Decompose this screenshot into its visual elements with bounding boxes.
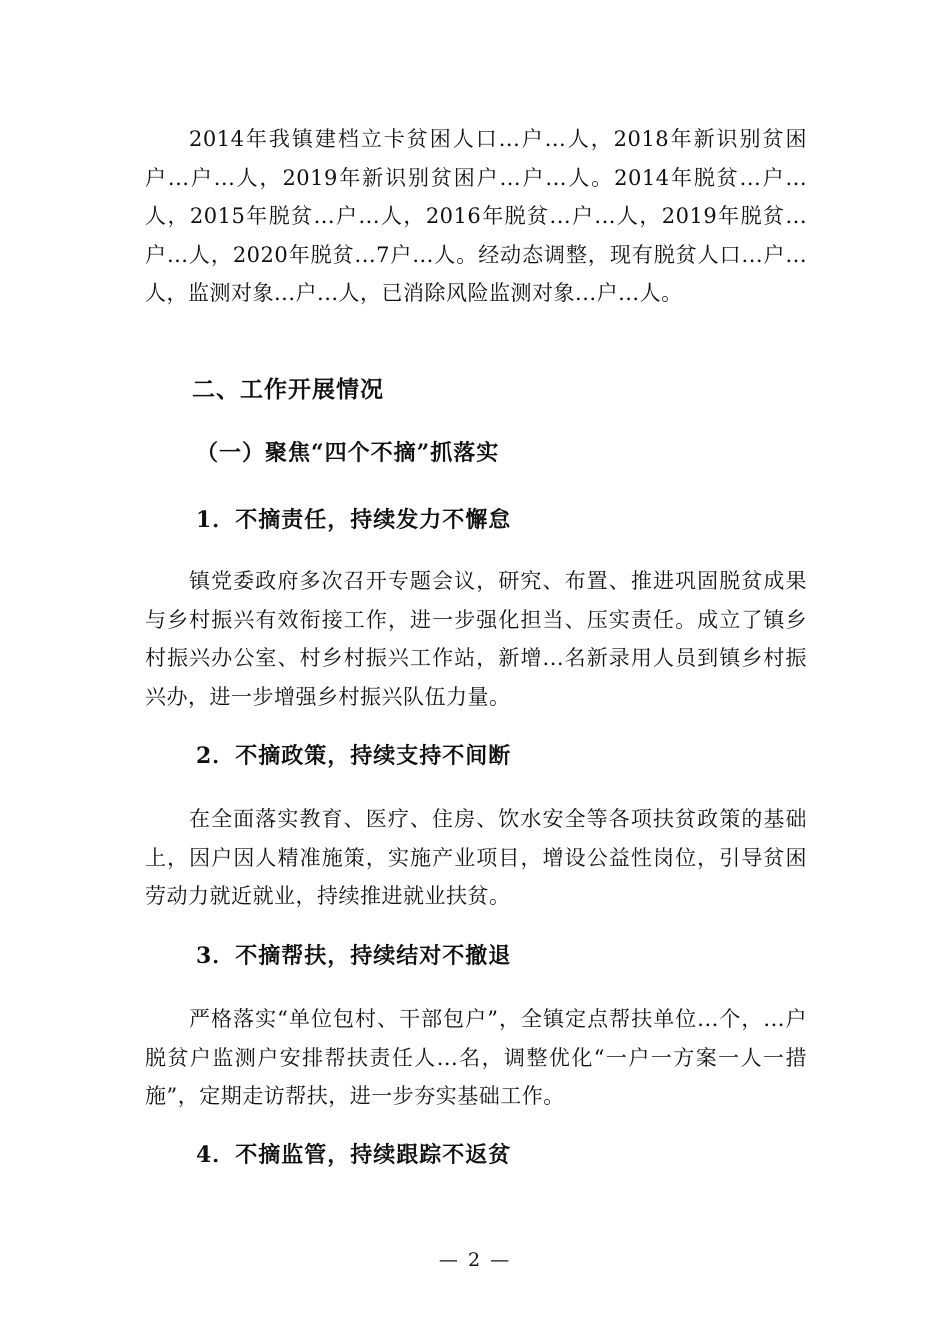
intro-paragraph: 2014年我镇建档立卡贫困人口...户...人，2018年新识别贫困户...户...人，2019年新识别贫困户...户...人。2014年脱贫...户...人，2015年脱贫...户...人，2016年脱贫...户...人，2019年脱贫...户...人，2020年脱贫...7户...人。经动态调整，现有脱贫人口...户...人，监测对象...户...人，已消除风险监测对象...户...人。	[145, 127, 807, 305]
item-1-paragraph: 镇党委政府多次召开专题会议，研究、布置、推进巩固脱贫成果与乡村振兴有效衔接工作，进一步强化担当、压实责任。成立了镇乡村振兴办公室、村乡村振兴工作站，新增...名新录用人员到镇乡村振兴办，进一步增强乡村振兴队伍力量。	[145, 569, 807, 709]
subsection-heading: （一）聚焦“四个不摘”抓落实	[196, 440, 500, 466]
item-2-heading: 2．不摘政策，持续支持不间断	[196, 743, 512, 769]
item-3-heading: 3．不摘帮扶，持续结对不撤退	[196, 943, 512, 969]
item-4-heading: 4．不摘监管，持续跟踪不返贫	[196, 1142, 512, 1168]
item-2-paragraph: 在全面落实教育、医疗、住房、饮水安全等各项扶贫政策的基础上，因户因人精准施策，实施产业项目，增设公益性岗位，引导贫困劳动力就近就业，持续推进就业扶贫。	[145, 807, 807, 908]
item-3-paragraph: 严格落实“单位包村、干部包户”，全镇定点帮扶单位...个，...户脱贫户监测户安排帮扶责任人...名，调整优化“一户一方案一人一措施”，定期走访帮扶，进一步夯实基础工作。	[145, 1007, 807, 1108]
page-number: — 2 —	[438, 1249, 512, 1271]
section-heading: 二、工作开展情况	[192, 377, 384, 403]
item-1-heading: 1．不摘责任，持续发力不懈怠	[196, 507, 512, 533]
